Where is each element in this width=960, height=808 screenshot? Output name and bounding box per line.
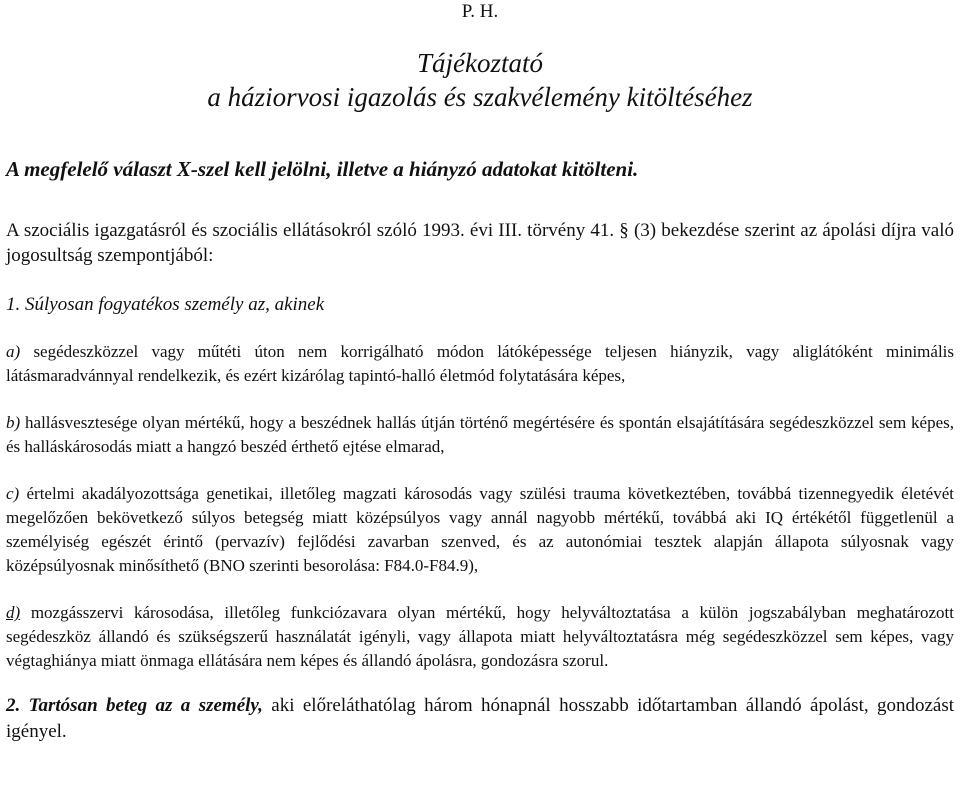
criterion-a <box>6 340 954 388</box>
section-2-text: aki előreláthatólag három hónapnál hosszabb időtartamban állandó ápolást, gondozást igényel. <box>6 695 955 742</box>
criterion-d <box>6 601 954 673</box>
fill-instruction: A megfelelő választ X-szel kell jelölni, illetve a hiányzó adatokat kitölteni. <box>6 157 639 181</box>
criterion-c-label: c) <box>6 484 20 503</box>
title-line-2: a háziorvosi igazolás és szakvélemény kitöltéséhez <box>207 82 753 112</box>
criterion-c <box>6 482 954 578</box>
title-line-1: Tájékoztató <box>417 48 543 78</box>
document-title <box>6 46 954 114</box>
document-page <box>6 0 954 745</box>
criterion-d-label: d) <box>6 603 21 622</box>
criterion-b-label: b) <box>6 413 21 432</box>
form-code: P. H. <box>461 1 499 22</box>
criterion-c-text: értelmi akadályozottsága genetikai, illetőleg magzati károsodás vagy szülési trauma következtében, továbbá tizennegyedik életévét megelőzően bekövetkező súlyos betegség miatt középsúlyos vagy annál nagyobb mértékű, továbbá aki IQ értékétől függetlenül a személyiség egészét érintő (pervazív) fejlődési zavarban szenved, és az autonómiai tesztek alapján állapota súlyosnak vagy középsúlyosnak minősíthető (BNO szerinti besorolása: F84.0-F84.9), <box>6 484 954 575</box>
criterion-d-text: mozgásszervi károsodása, illetőleg funkciózavara olyan mértékű, hogy helyváltoztatása a külön jogszabályban meghatározott segédeszköz állandó és szükségszerű használatát igényli, vagy állapota miatt helyváltoztatásra még segédeszközzel sem képes, vagy végtaghiánya miatt önmaga ellátására nem képes és állandó ápolásra, gondozásra szorul. <box>6 603 955 670</box>
section-2-number: 2. <box>6 695 21 716</box>
criterion-a-text: segédeszközzel vagy műtéti úton nem korrigálható módon látóképessége teljesen hiányzik, vagy aliglátóként minimális látásmaradvánnyal rendelkezik, és ezért kizárólag tapintó-halló életmód folytatására képes, <box>6 342 955 385</box>
section-2-heading: Tartósan beteg az a személy, <box>28 695 263 716</box>
legal-intro: A szociális igazgatásról és szociális ellátásokról szóló 1993. évi III. törvény 41. § (3) bekezdése szerint az ápolási díjra való jogosultság szempontjából: <box>6 220 954 266</box>
criterion-a-label: a) <box>6 342 21 361</box>
criterion-b <box>6 411 954 459</box>
section-1-heading: 1. Súlyosan fogyatékos személy az, akinek <box>6 294 325 315</box>
criterion-b-text: hallásvesztesége olyan mértékű, hogy a beszédnek hallás útján történő megértésére és spontán elsajátítására segédeszközzel sem képes, és halláskárosodás miatt a hangzó beszéd érthető ejtése elmarad, <box>6 413 955 456</box>
section-2 <box>6 693 954 745</box>
